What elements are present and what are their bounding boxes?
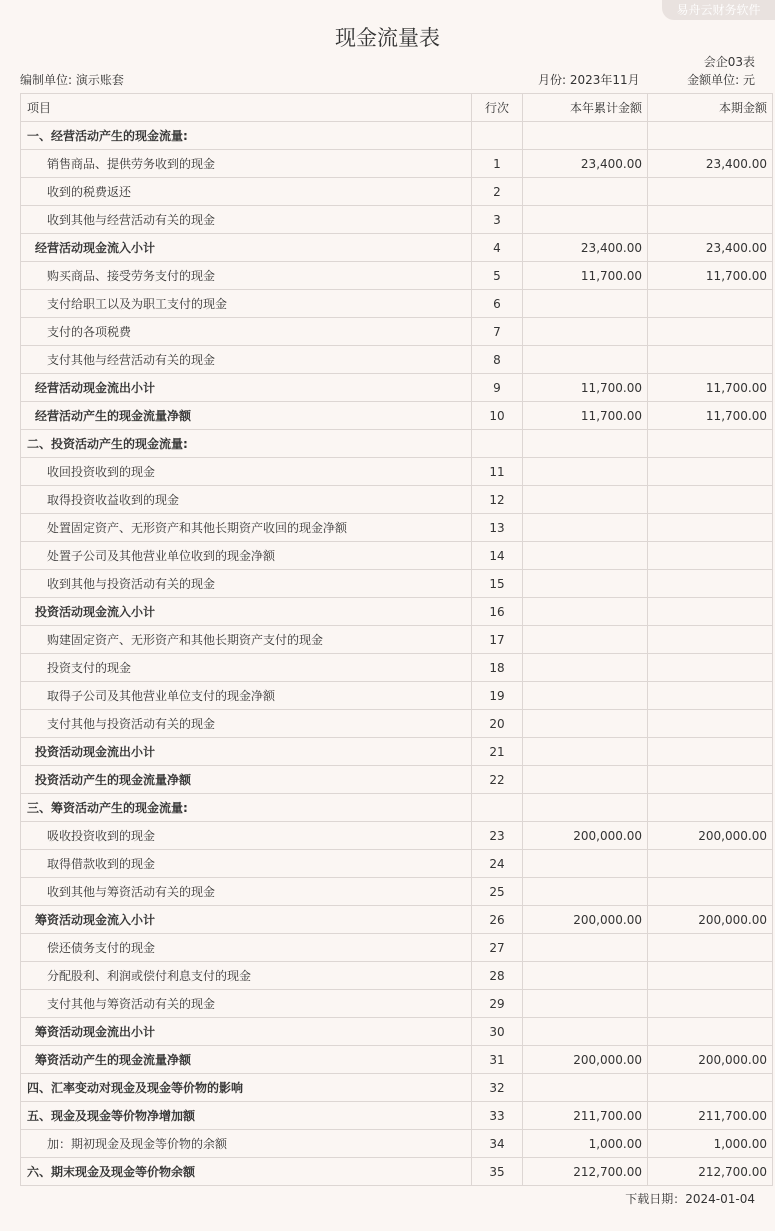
row-line: 27 [472,934,523,962]
table-row [21,962,773,990]
table-row [21,402,773,430]
row-ytd-amount [523,570,648,598]
row-line: 16 [472,598,523,626]
table-row [21,346,773,374]
table-row [21,430,773,458]
row-ytd-amount: 11,700.00 [523,262,648,290]
row-current-amount [648,766,773,794]
row-item: 分配股利、利润或偿付利息支付的现金 [21,962,472,990]
row-line: 25 [472,878,523,906]
table-row [21,598,773,626]
row-item: 购买商品、接受劳务支付的现金 [21,262,472,290]
download-date: 下载日期：2024-01-04 [625,1192,755,1206]
row-item: 投资活动产生的现金流量净额 [21,766,472,794]
table-row [21,206,773,234]
row-item: 取得投资收益收到的现金 [21,486,472,514]
row-line: 35 [472,1158,523,1186]
table-row [21,486,773,514]
row-current-amount [648,878,773,906]
row-current-amount [648,990,773,1018]
row-line: 3 [472,206,523,234]
row-current-amount: 11,700.00 [648,374,773,402]
row-item: 收到其他与投资活动有关的现金 [21,570,472,598]
row-current-amount [648,122,773,150]
row-line: 12 [472,486,523,514]
row-ytd-amount [523,794,648,822]
row-line: 1 [472,150,523,178]
row-ytd-amount [523,934,648,962]
row-line: 2 [472,178,523,206]
row-line: 13 [472,514,523,542]
row-line [472,794,523,822]
row-ytd-amount [523,878,648,906]
row-ytd-amount [523,682,648,710]
row-current-amount [648,710,773,738]
row-item: 支付的各项税费 [21,318,472,346]
month-label: 月份: 2023年11月 [538,73,640,87]
row-line: 10 [472,402,523,430]
row-ytd-amount [523,626,648,654]
row-item: 筹资活动现金流出小计 [21,1018,472,1046]
row-current-amount: 1,000.00 [648,1130,773,1158]
row-ytd-amount [523,598,648,626]
row-line: 33 [472,1102,523,1130]
row-current-amount: 23,400.00 [648,150,773,178]
row-item: 二、投资活动产生的现金流量: [21,430,472,458]
row-item: 收回投资收到的现金 [21,458,472,486]
row-line [472,122,523,150]
org-label: 编制单位: 演示账套 [20,73,124,87]
table-row [21,150,773,178]
row-item: 投资支付的现金 [21,654,472,682]
row-item: 六、期末现金及现金等价物余额 [21,1158,472,1186]
table-row [21,822,773,850]
form-code: 会企03表 [703,55,755,69]
page-title: 现金流量表 [335,26,440,50]
row-item: 经营活动现金流出小计 [21,374,472,402]
row-line: 5 [472,262,523,290]
row-item: 处置子公司及其他营业单位收到的现金净额 [21,542,472,570]
table-row [21,794,773,822]
row-line: 23 [472,822,523,850]
unit-label: 金额单位: 元 [687,73,755,87]
row-line: 14 [472,542,523,570]
row-ytd-amount [523,1018,648,1046]
row-line: 22 [472,766,523,794]
row-current-amount [648,346,773,374]
row-current-amount [648,290,773,318]
row-ytd-amount [523,178,648,206]
table-row [21,290,773,318]
table-row [21,934,773,962]
row-line: 20 [472,710,523,738]
table-row [21,654,773,682]
row-ytd-amount: 11,700.00 [523,374,648,402]
row-ytd-amount [523,430,648,458]
row-ytd-amount [523,290,648,318]
row-line: 8 [472,346,523,374]
row-current-amount [648,1018,773,1046]
cash-flow-table-wrapper [20,93,767,1186]
header-current: 本期金额 [648,94,773,122]
row-item: 收到的税费返还 [21,178,472,206]
row-current-amount [648,542,773,570]
table-row [21,626,773,654]
row-ytd-amount [523,458,648,486]
row-current-amount: 11,700.00 [648,262,773,290]
row-item: 五、现金及现金等价物净增加额 [21,1102,472,1130]
row-ytd-amount [523,1074,648,1102]
row-current-amount [648,850,773,878]
table-row [21,262,773,290]
row-current-amount [648,934,773,962]
row-ytd-amount [523,486,648,514]
table-row [21,682,773,710]
row-line: 21 [472,738,523,766]
table-row [21,1074,773,1102]
table-row [21,1102,773,1130]
row-item: 收到其他与筹资活动有关的现金 [21,878,472,906]
table-row [21,234,773,262]
row-line: 28 [472,962,523,990]
table-row [21,1158,773,1186]
row-ytd-amount [523,738,648,766]
table-row [21,1046,773,1074]
row-line: 9 [472,374,523,402]
table-row [21,850,773,878]
table-row [21,990,773,1018]
table-row [21,514,773,542]
table-row [21,1018,773,1046]
table-row [21,766,773,794]
row-ytd-amount: 23,400.00 [523,234,648,262]
table-row [21,878,773,906]
row-ytd-amount [523,990,648,1018]
row-ytd-amount: 211,700.00 [523,1102,648,1130]
row-item: 支付给职工以及为职工支付的现金 [21,290,472,318]
row-current-amount [648,458,773,486]
row-item: 支付其他与投资活动有关的现金 [21,710,472,738]
row-ytd-amount [523,710,648,738]
row-line: 6 [472,290,523,318]
row-ytd-amount: 212,700.00 [523,1158,648,1186]
row-item: 购建固定资产、无形资产和其他长期资产支付的现金 [21,626,472,654]
table-row [21,374,773,402]
row-current-amount [648,570,773,598]
row-current-amount [648,1074,773,1102]
table-row [21,458,773,486]
row-current-amount [648,654,773,682]
row-ytd-amount [523,542,648,570]
row-line [472,430,523,458]
row-current-amount: 200,000.00 [648,1046,773,1074]
row-item: 偿还债务支付的现金 [21,934,472,962]
row-line: 15 [472,570,523,598]
row-line: 31 [472,1046,523,1074]
row-current-amount [648,178,773,206]
row-ytd-amount: 11,700.00 [523,402,648,430]
table-header-row [21,94,773,122]
row-line: 17 [472,626,523,654]
row-item: 加：期初现金及现金等价物的余额 [21,1130,472,1158]
row-line: 7 [472,318,523,346]
table-row [21,542,773,570]
row-current-amount: 212,700.00 [648,1158,773,1186]
row-item: 处置固定资产、无形资产和其他长期资产收回的现金净额 [21,514,472,542]
row-item: 投资活动现金流出小计 [21,738,472,766]
row-item: 取得借款收到的现金 [21,850,472,878]
row-item: 吸收投资收到的现金 [21,822,472,850]
row-line: 34 [472,1130,523,1158]
row-ytd-amount: 1,000.00 [523,1130,648,1158]
row-line: 19 [472,682,523,710]
header-item: 项目 [21,94,472,122]
row-ytd-amount [523,766,648,794]
row-line: 24 [472,850,523,878]
watermark-badge: 易舟云财务软件 [662,0,775,20]
row-item: 三、筹资活动产生的现金流量: [21,794,472,822]
table-row [21,738,773,766]
row-item: 销售商品、提供劳务收到的现金 [21,150,472,178]
table-row [21,178,773,206]
row-item: 收到其他与经营活动有关的现金 [21,206,472,234]
row-ytd-amount [523,122,648,150]
row-current-amount: 23,400.00 [648,234,773,262]
row-current-amount [648,318,773,346]
row-ytd-amount [523,346,648,374]
row-current-amount: 200,000.00 [648,822,773,850]
row-ytd-amount: 200,000.00 [523,822,648,850]
row-current-amount [648,682,773,710]
row-line: 4 [472,234,523,262]
row-current-amount [648,626,773,654]
row-item: 投资活动现金流入小计 [21,598,472,626]
row-line: 32 [472,1074,523,1102]
row-current-amount: 11,700.00 [648,402,773,430]
row-item: 支付其他与经营活动有关的现金 [21,346,472,374]
row-ytd-amount [523,206,648,234]
row-item: 支付其他与筹资活动有关的现金 [21,990,472,1018]
row-current-amount [648,794,773,822]
row-current-amount [648,962,773,990]
row-current-amount: 200,000.00 [648,906,773,934]
row-ytd-amount [523,654,648,682]
row-current-amount [648,486,773,514]
row-item: 经营活动产生的现金流量净额 [21,402,472,430]
row-line: 18 [472,654,523,682]
table-body [21,122,773,1186]
table-row [21,570,773,598]
row-ytd-amount [523,850,648,878]
row-item: 筹资活动现金流入小计 [21,906,472,934]
row-line: 29 [472,990,523,1018]
row-item: 筹资活动产生的现金流量净额 [21,1046,472,1074]
row-ytd-amount [523,318,648,346]
row-line: 30 [472,1018,523,1046]
header-ytd: 本年累计金额 [523,94,648,122]
row-ytd-amount [523,962,648,990]
row-item: 四、汇率变动对现金及现金等价物的影响 [21,1074,472,1102]
cash-flow-table [20,93,773,1186]
row-line: 11 [472,458,523,486]
row-current-amount [648,206,773,234]
table-row [21,710,773,738]
row-item: 经营活动现金流入小计 [21,234,472,262]
table-row [21,1130,773,1158]
row-current-amount [648,430,773,458]
table-row [21,318,773,346]
row-ytd-amount: 23,400.00 [523,150,648,178]
row-current-amount [648,514,773,542]
row-ytd-amount [523,514,648,542]
row-line: 26 [472,906,523,934]
row-ytd-amount: 200,000.00 [523,1046,648,1074]
header-line: 行次 [472,94,523,122]
row-item: 取得子公司及其他营业单位支付的现金净额 [21,682,472,710]
table-row [21,906,773,934]
row-item: 一、经营活动产生的现金流量: [21,122,472,150]
row-current-amount [648,598,773,626]
row-ytd-amount: 200,000.00 [523,906,648,934]
table-row [21,122,773,150]
row-current-amount [648,738,773,766]
row-current-amount: 211,700.00 [648,1102,773,1130]
